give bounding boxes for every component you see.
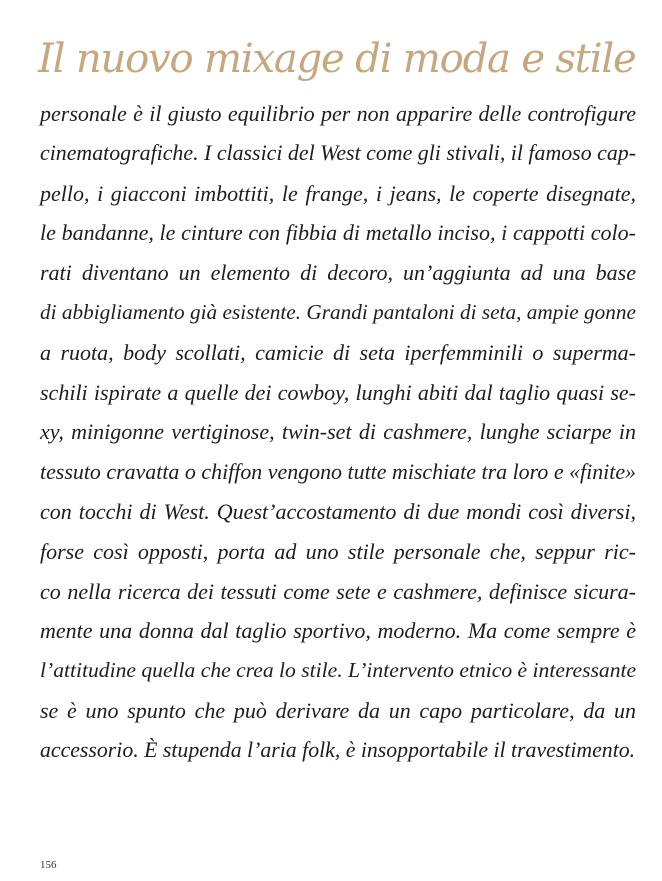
- body-line: se è uno spunto che può derivare da un capo particolare, da un: [40, 697, 636, 723]
- body-line: forse così opposti, porta ad uno stile personale che, seppur ric-: [40, 538, 636, 564]
- article-headline: Il nuovo mixage di moda e stile: [38, 36, 636, 82]
- body-line: l’attitudine quella che crea lo stile. L’intervento etnico è interessante: [40, 658, 637, 683]
- body-line: cinematografiche. I classici del West come gli stivali, il famoso cap-: [40, 140, 636, 165]
- body-line: le bandanne, le cinture con fibbia di metallo inciso, i cappotti colo-: [40, 220, 636, 246]
- body-line: con tocchi di West. Quest’accostamento di due mondi così diversi,: [40, 498, 636, 524]
- article-body: [40, 94, 636, 771]
- body-line: xy, minigonne vertiginose, twin-set di cashmere, lunghe sciarpe in: [40, 419, 636, 445]
- body-line: a ruota, body scollati, camicie di seta iperfemminili o superma-: [40, 339, 636, 365]
- body-line: co nella ricerca dei tessuti come sete e cashmere, definisce sicura-: [40, 578, 636, 604]
- body-line: di abbigliamento già esistente. Grandi pantaloni di seta, ampie gonne: [40, 299, 636, 324]
- page-number: 156: [40, 859, 57, 871]
- body-line: schili ispirate a quelle dei cowboy, lunghi abiti dal taglio quasi se-: [40, 379, 636, 405]
- body-line: personale è il giusto equilibrio per non apparire delle controfigure: [40, 101, 636, 126]
- body-line: mente una donna dal taglio sportivo, moderno. Ma come sempre è: [40, 618, 636, 644]
- body-line: tessuto cravatta o chiffon vengono tutte mischiate tra loro e «finite»: [40, 459, 636, 485]
- body-line: rati diventano un elemento di decoro, un’aggiunta ad una base: [40, 260, 636, 286]
- body-line: pello, i giacconi imbottiti, le frange, i jeans, le coperte disegnate,: [40, 180, 636, 206]
- body-line-last: accessorio. È stupenda l’aria folk, è insopportabile il travestimento.: [40, 737, 636, 762]
